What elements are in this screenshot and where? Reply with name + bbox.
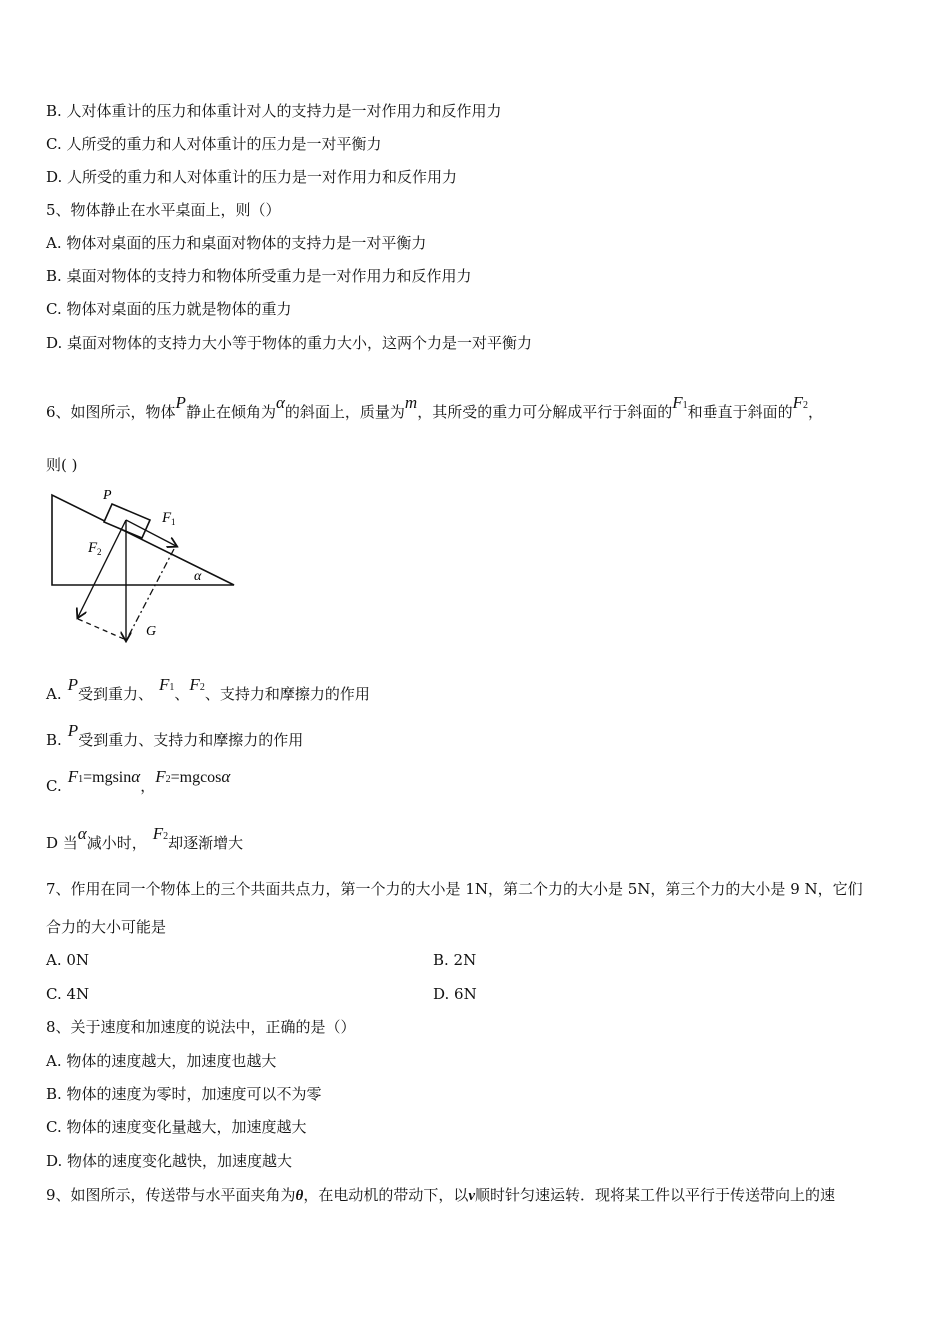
q7-option-c: C. 4N (46, 985, 90, 1003)
q6-option-b (46, 721, 304, 750)
q6-var-alpha: α (275, 393, 285, 412)
label-p: P (103, 488, 112, 503)
q8-stem: 8、关于速度和加速度的说法中，正确的是（） (46, 1018, 356, 1036)
q9-var-v: v (468, 1188, 476, 1204)
q6-a-prefix: A. (46, 685, 62, 703)
label-f2-sub: 2 (97, 547, 102, 557)
q6-then: 则( ) (46, 456, 78, 474)
q9-text-1: 9、如图所示，传送带与水平面夹角为 (46, 1186, 296, 1204)
q9-stem (46, 1185, 835, 1206)
q4-option-b: B. 人对体重计的压力和体重计对人的支持力是一对作用力和反作用力 (46, 102, 502, 120)
q6-option-c (46, 767, 231, 799)
q6-var-p: P (175, 393, 186, 412)
q6-c-prefix: C. (46, 777, 62, 795)
q6-a-var-f1: F1 (159, 675, 175, 694)
q6-var-f2: F2 (792, 393, 808, 412)
label-f2: F (88, 540, 98, 556)
label-g: G (146, 624, 157, 639)
q6-stem-comma: ， (808, 403, 824, 421)
q6-d-var-f2: F2 (152, 824, 169, 843)
q6-d-var-alpha: α (77, 824, 87, 843)
q6-b-text: 受到重力、支持力和摩擦力的作用 (78, 731, 304, 749)
dash-line-bottom (78, 619, 124, 639)
q6-a-sep: 、 (174, 685, 190, 703)
q6-stem-text-2: 静止在倾角为 (185, 403, 276, 421)
q7-option-b: B. 2N (433, 951, 477, 969)
f2-arrow (78, 520, 126, 617)
q6-c-eq2: F2=mgcosα (155, 767, 231, 786)
q6-d-prefix: D 当 (46, 834, 78, 852)
q6-stem-text-3: 的斜面上，质量为 (284, 403, 405, 421)
q6-a-var-p: P (67, 675, 78, 694)
q9-text-3: 顺时针匀速运转．现将某工件以平行于传送带向上的速 (475, 1186, 836, 1204)
q6-option-d (46, 824, 244, 856)
label-f1: F (162, 510, 172, 526)
q6-var-m: m (404, 393, 418, 412)
q8-option-b: B. 物体的速度为零时，加速度可以不为零 (46, 1085, 322, 1103)
q5-option-b: B. 桌面对物体的支持力和物体所受重力是一对作用力和反作用力 (46, 267, 472, 285)
q6-c-eq1: F1=mgsinα (67, 767, 141, 786)
q9-var-theta: θ (295, 1188, 304, 1204)
q6-d-text-2: 却逐渐增大 (168, 834, 244, 852)
label-alpha: α (194, 569, 202, 584)
q6-c-sep: ， (140, 777, 156, 795)
q6-stem-text-5: 和垂直于斜面的 (687, 403, 793, 421)
label-f1-sub: 1 (171, 517, 176, 527)
incline-triangle (52, 495, 234, 585)
q5-option-c: C. 物体对桌面的压力就是物体的重力 (46, 300, 292, 318)
q6-a-var-f2: F2 (189, 675, 205, 694)
q5-option-a: A. 物体对桌面的压力和桌面对物体的支持力是一对平衡力 (46, 234, 427, 252)
q9-text-2: ，在电动机的带动下，以 (303, 1186, 469, 1204)
q8-option-c: C. 物体的速度变化量越大，加速度越大 (46, 1118, 307, 1136)
q7-stem-line-1: 7、作用在同一个物体上的三个共面共点力，第一个力的大小是 1N，第二个力的大小是 5N，第三个力的大小是 9 N，它们 (46, 880, 863, 898)
q5-stem: 5、物体静止在水平桌面上，则（） (46, 201, 281, 219)
q6-option-a (46, 675, 370, 707)
q6-b-var-p: P (67, 721, 79, 740)
q6-stem-text-4: ，其所受的重力可分解成平行于斜面的 (417, 403, 673, 421)
q6-a-text-2: 、支持力和摩擦力的作用 (204, 685, 370, 703)
q6-stem (46, 393, 824, 425)
q4-option-d: D. 人所受的重力和人对体重计的压力是一对作用力和反作用力 (46, 168, 458, 186)
q6-a-text-1: 受到重力、 (78, 685, 154, 703)
q6-d-text-1: 减小时， (86, 834, 147, 852)
q7-stem-line-2: 合力的大小可能是 (46, 918, 167, 936)
q6-var-f1: F1 (672, 393, 688, 412)
q6-b-prefix: B. (46, 731, 62, 749)
q5-option-d: D. 桌面对物体的支持力大小等于物体的重力大小，这两个力是一对平衡力 (46, 334, 533, 352)
incline-force-diagram (46, 485, 246, 645)
q6-stem-text-1: 6、如图所示，物体 (46, 403, 176, 421)
q7-option-a: A. 0N (46, 951, 90, 969)
q4-option-c: C. 人所受的重力和人对体重计的压力是一对平衡力 (46, 135, 382, 153)
q8-option-a: A. 物体的速度越大，加速度也越大 (46, 1052, 277, 1070)
q8-option-d: D. 物体的速度变化越快，加速度越大 (46, 1152, 293, 1170)
q7-option-d: D. 6N (433, 985, 477, 1003)
